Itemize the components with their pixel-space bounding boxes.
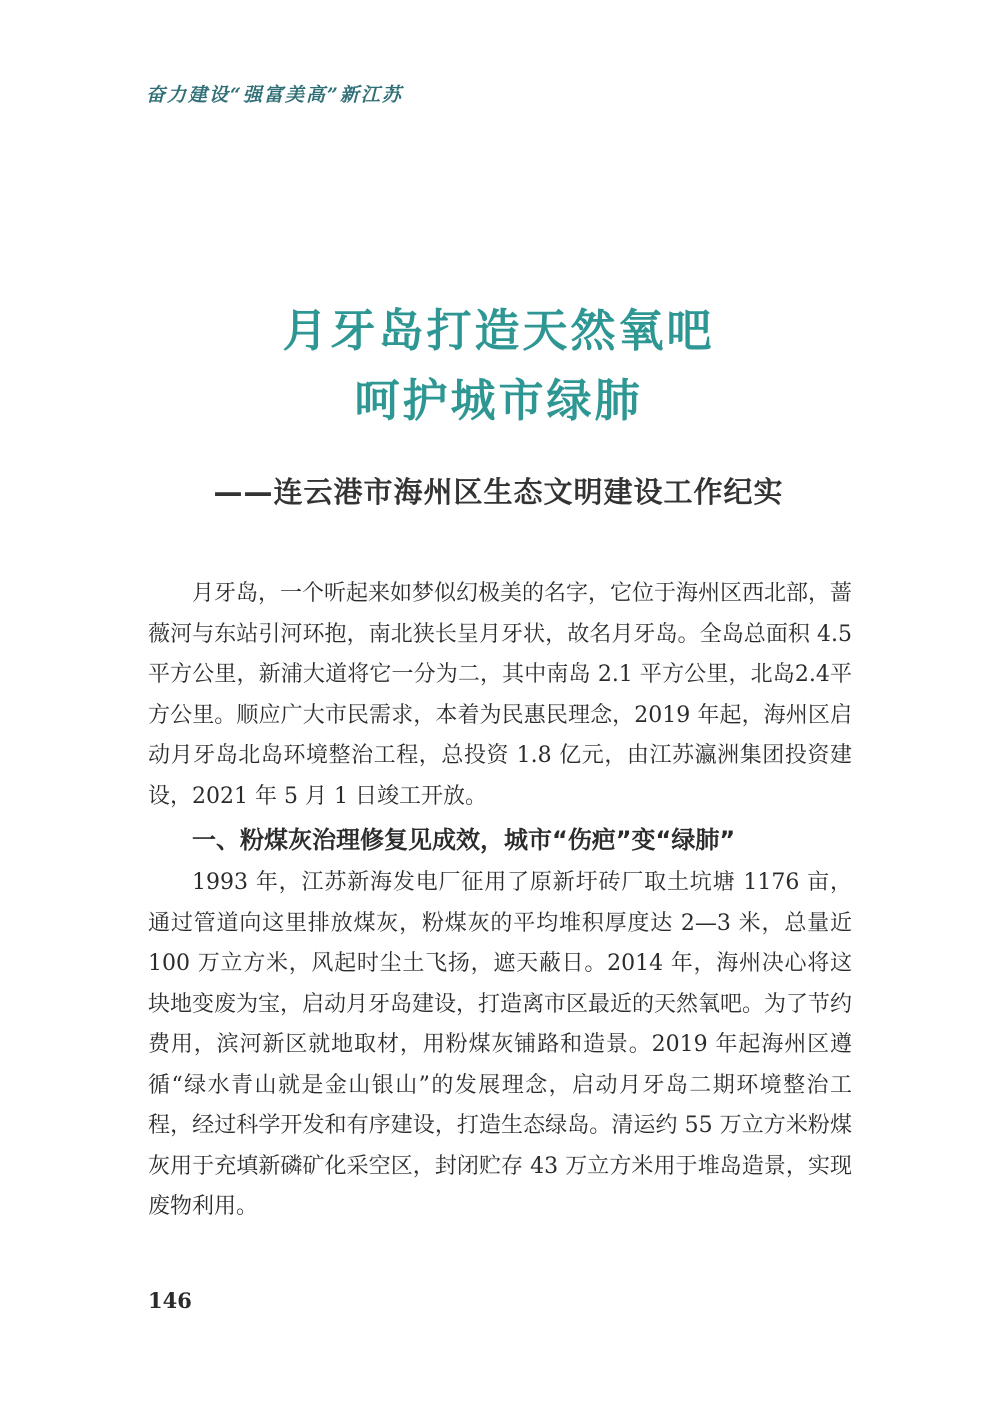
section-heading-1: 一、粉煤灰治理修复见成效，城市“伤疤”变“绿肺”: [192, 826, 736, 854]
article-body: [148, 574, 852, 1228]
title-line-1: 月牙岛打造天然氧吧: [282, 304, 715, 357]
article-subtitle: ——连云港市海州区生态文明建设工作纪实: [213, 475, 784, 509]
section-1-paragraph: 1993 年，江苏新海发电厂征用了原新圩砖厂取土坑塘 1176 亩，通过管道向这里排放煤灰，粉煤灰的平均堆积厚度达 2—3 米，总量近 100 万立方米，风起时尘土飞扬，遮天蔽日。2014 年，海州决心将这块地变废为宝，启动月牙岛建设，打造离市区最近的天然氧吧。为了节约费用，滨河新区就地取材，用粉煤灰铺路和造景。2019 年起海州区遵循“绿水青山就是金山银山”的发展理念，启动月牙岛二期环境整治工程，经过科学开发和有序建设，打造生态绿岛。清运约 55 万立方米粉煤灰用于充填新磷矿化采空区，封闭贮存 43 万立方米用于堆岛造景，实现废物利用。: [148, 870, 853, 1219]
running-header: 奋力建设“强富美高”新江苏: [146, 84, 403, 106]
article-title: [0, 296, 997, 436]
intro-paragraph: 月牙岛，一个听起来如梦似幻极美的名字，它位于海州区西北部，蔷薇河与东站引河环抱，南北狭长呈月牙状，故名月牙岛。全岛总面积 4.5 平方公里，新浦大道将它一分为二，其中南岛 2.1 平方公里，北岛2.4平方公里。顺应广大市民需求，本着为民惠民理念，2019 年起，海州区启动月牙岛北岛环境整治工程，总投资 1.8 亿元，由江苏瀛洲集团投资建设，2021 年 5 月 1 日竣工开放。: [148, 581, 853, 809]
page-number: 146: [148, 1288, 192, 1313]
title-line-2: 呵护城市绿肺: [354, 374, 643, 427]
